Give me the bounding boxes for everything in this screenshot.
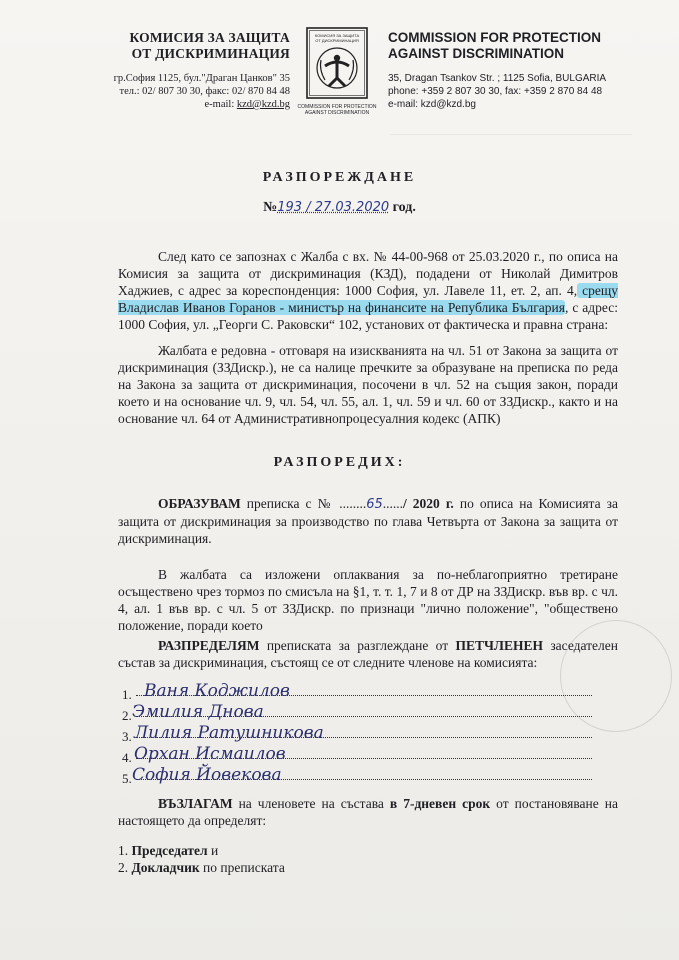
- address-en: [388, 72, 648, 111]
- num-suffix: год.: [392, 200, 416, 215]
- list-bold: Председател: [131, 843, 208, 858]
- distribution-paragraph: [118, 637, 618, 671]
- para6-text-a: на членовете на състава: [232, 796, 390, 811]
- handwritten-signature: Эмилия Днова: [132, 702, 264, 722]
- case-opening-paragraph: [118, 495, 618, 547]
- list-bold: Докладчик: [131, 860, 200, 875]
- para5-bold: РАЗПРЕДЕЛЯМ: [158, 638, 260, 653]
- member-number: 3.: [122, 729, 132, 744]
- member-number: 5.: [122, 771, 132, 786]
- email-bg: [72, 98, 290, 111]
- member-number: 4.: [122, 750, 132, 765]
- para3-dots-a: ........: [339, 496, 367, 511]
- address-bg: [72, 72, 290, 111]
- handwritten-signature: Орхан Исмаилов: [134, 744, 286, 764]
- address-bg-2: тел.: 02/ 807 30 30, факс: 02/ 870 84 48: [119, 86, 290, 97]
- para3-text-a: преписка с №: [240, 496, 340, 511]
- para3-bold: ОБРАЗУВАМ: [158, 496, 241, 511]
- logo-caption: COMMISSION FOR PROTECTION AGAINST DISCRIMINATION: [297, 104, 377, 116]
- intro-text-a: След като се запознах с Жалба с вх. № 44-00-968 от 25.03.2020 г., по описа на Комисия за защита от дискриминация (КЗД), подадени от Николай Димитров Хаджиев, с адрес за кореспонденция: 1000 София, ул. Лавеле 11, ет. 2, ап. 4,: [118, 249, 618, 298]
- intro-text-b: , с адрес: 1000 София, ул. „Георги С. Раковски“ 102, установих от фактическа и правна страна:: [118, 300, 618, 332]
- complaint-paragraph: [118, 566, 618, 634]
- member-row: [122, 704, 592, 725]
- para3-bold-b: / 2020 г.: [402, 496, 454, 511]
- para5-text-a: преписката за разглеждане от: [259, 638, 456, 653]
- commission-logo: [297, 22, 377, 118]
- list-item: [118, 859, 618, 876]
- document-title: РАЗПОРЕЖДАНЕ: [262, 170, 417, 185]
- member-row: [122, 725, 592, 746]
- list-number: 2.: [118, 860, 132, 875]
- logo-emblem-icon: [297, 22, 377, 104]
- handwritten-signature: Ваня Коджилов: [144, 681, 290, 701]
- org-name-en-1: COMMISSION FOR PROTECTION: [388, 30, 602, 45]
- member-number: 2.: [122, 708, 132, 723]
- org-name-bg-1: КОМИСИЯ ЗА ЗАЩИТА: [129, 30, 290, 45]
- header-en: [388, 30, 648, 111]
- para6-text-b: от постановяване на настоящето да определят:: [118, 796, 618, 828]
- para5-text-b: заседателен състав за дискриминация, състоящ се от следните членове на комисията:: [118, 638, 618, 670]
- member-number: 1.: [122, 687, 132, 702]
- intro-paragraph: [118, 248, 618, 333]
- list-rest: по преписката: [199, 860, 285, 875]
- decree-heading: РАЗПОРЕДИХ:: [273, 455, 406, 470]
- case-number-handwritten: 65: [366, 497, 383, 512]
- para6-bold-b: в 7-дневен срок: [389, 796, 491, 811]
- bleed-through: ——————————————————————: [390, 128, 632, 140]
- assignment-paragraph: [118, 795, 618, 829]
- list-rest: и: [207, 843, 219, 858]
- member-row: [122, 767, 592, 788]
- header-bg: [72, 30, 290, 111]
- highlighted-text: срещу Владислав Иванов Горанов - министър на финансите на Република България: [118, 283, 618, 315]
- svg-text:ОТ ДИСКРИМИНАЦИЯ: ОТ ДИСКРИМИНАЦИЯ: [315, 38, 359, 43]
- para6-bold: ВЪЗЛАГАМ: [158, 796, 233, 811]
- num-prefix: №: [263, 200, 278, 215]
- members-list: [122, 683, 592, 788]
- roles-list: [118, 842, 618, 876]
- para3-text-b: по описа на Комисията за защита от дискриминация за производство по глава Четвърта от Закона за защита от дискриминация.: [118, 496, 618, 546]
- org-name-en-2: AGAINST DISCRIMINATION: [388, 46, 564, 61]
- handwritten-signature: София Йовекова: [132, 765, 282, 785]
- address-bg-1: гр.София 1125, бул."Драган Цанков" 35: [113, 73, 290, 84]
- document-number: [0, 200, 679, 216]
- member-row: [122, 683, 592, 704]
- handwritten-number: 193 / 27.03.2020: [277, 200, 390, 215]
- para5-bold-b: ПЕТЧЛЕНЕН: [455, 638, 543, 653]
- address-en-3[interactable]: e-mail: kzd@kzd.bg: [388, 99, 476, 110]
- address-en-2: phone: +359 2 807 30 30, fax: +359 2 870 84 48: [388, 86, 603, 97]
- para3-dots-b: ......: [382, 496, 403, 511]
- member-row: [122, 746, 592, 767]
- para2-text: Жалбата е редовна - отговаря на изискванията на чл. 51 от Закона за защита от дискриминация (ЗЗДискр.), не са налице пречките за образуване на преписка по реда на Закона за защита от дискриминация, посочени в чл. 52 на същия закон, поради което и на основание чл. 9, чл. 54, чл. 55, ал. 1, чл. 59 и чл. 60 от ЗЗДискр., както и на основание чл. 64 от Административнопроцесуалния кодекс (АПК): [118, 343, 618, 426]
- address-en-1: 35, Dragan Tsankov Str. ; 1125 Sofia, BULGARIA: [388, 73, 607, 84]
- legal-basis-paragraph: [118, 342, 618, 427]
- handwritten-signature: Лилия Ратушникова: [134, 723, 324, 743]
- email-link[interactable]: kzd@kzd.bg: [236, 99, 290, 110]
- list-number: 1.: [118, 843, 132, 858]
- list-item: [118, 842, 618, 859]
- para4-text: В жалбата са изложени оплаквания за по-неблагоприятно третиране осъществено чрез тормоз по смисъла на §1, т. т. 1, 7 и 8 от ДР на ЗЗДискр. във вр. с чл. 4, ал. 1 във вр. с чл. 5 от ЗЗДискр. по признаци "лично положение", "обществено положение, поради което: [118, 567, 618, 633]
- org-name-bg-2: ОТ ДИСКРИМИНАЦИЯ: [131, 46, 290, 61]
- svg-text:КОМИСИЯ ЗА ЗАЩИТА: КОМИСИЯ ЗА ЗАЩИТА: [314, 33, 360, 38]
- email-label: e-mail:: [204, 99, 237, 110]
